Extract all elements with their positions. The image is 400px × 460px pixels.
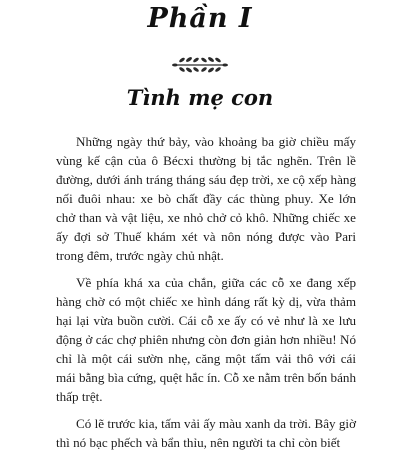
part-title: Phần I: [147, 3, 253, 34]
leaf-branch-divider-icon: [168, 54, 232, 74]
paragraph-2: Về phía khá xa của chắn, giữa các cỗ xe đang xếp hàng chờ có một chiếc xe hình dáng rất kỳ dị, vừa thảm hại lại vừa buồn cười. Cái cỗ xe ấy có vẻ như là xe lưu động ở các chợ phiên nhưng còn đơn giản hơn nhiều! Nó chỉ là một cái sườn nhẹ, căng một tấm vải thô với cái mái bằng bìa cứng, quệt hắc ín. Cỗ xe nằm trên bốn bánh thấp trệt.: [56, 275, 356, 404]
body-text: [56, 132, 356, 460]
paragraph-3: Có lẽ trước kia, tấm vải ấy màu xanh da trời. Bây giờ thì nó bạc phếch và bẩn thỉu, nên người ta chỉ còn biết: [56, 416, 356, 450]
chapter-title: Tình mẹ con: [126, 85, 274, 110]
paragraph-1: Những ngày thứ bảy, vào khoảng ba giờ chiều mấy vùng kế cận của ô Bécxi thường bị tắc nghẽn. Trên lề đường, dưới ánh tráng tháng sáu đẹp trời, xe cộ xếp hàng nối đuôi nhau: xe bò chất đầy các thùng phuy. Xe lớn chở than và vật liệu, xe nhỏ chở cỏ khô. Những chiếc xe ấy đợi sở Thuế khám xét và nôn nóng được vào Pari trong đêm, trước ngày chủ nhật.: [56, 134, 356, 263]
